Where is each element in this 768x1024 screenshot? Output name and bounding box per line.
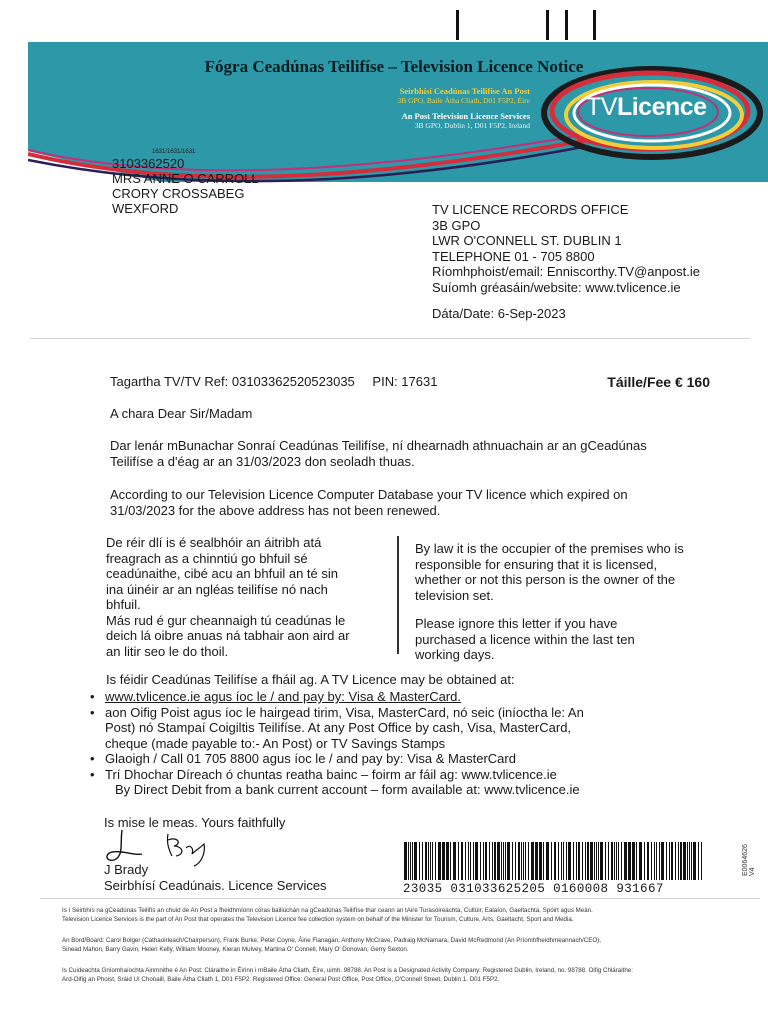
tv-ref: Tagartha TV/TV Ref: 03103362520523035 (110, 374, 355, 389)
list-item (88, 767, 658, 798)
barcode-bar (689, 842, 690, 880)
bullet-text: aon Oifig Poist agus íoc le hairgead tirim, Visa, MasterCard, nó seic (iníoctha le: An (105, 704, 584, 720)
footer-line: Is í Seirbhís na gCeadúnas Teilifís an chuid de An Post a fheidhmíonn córas bailiúchán na gCeadúnas Teilifíse thar ceann an tAire Turasóireachta, Cultúir, Ealaíon, Gaeltachta, Spóirt agus Meán. (62, 907, 593, 914)
barcode-bar (412, 842, 413, 880)
barcode-bar (489, 842, 490, 880)
footer-line: Sinead Mahon, Barry Gavin, Helen Kelly, William Mooney, Kieran Mulvey, Martina O' Connell, Mary O' Donovan, Gerry Sexton. (62, 946, 409, 953)
barcode-bar (512, 842, 513, 880)
barcode-bar (598, 842, 599, 880)
right-column-en-2 (415, 616, 635, 663)
barcode-bar (523, 842, 524, 880)
barcode-bar (528, 842, 529, 880)
header-org-en: An Post Television Licence Services (401, 111, 530, 121)
barcode-bar (507, 842, 510, 880)
barcode-bar (691, 842, 692, 880)
pin: PIN: 17631 (372, 374, 438, 389)
barcode-bar (475, 842, 478, 880)
barcode-bar (693, 842, 696, 880)
divider (30, 338, 750, 339)
barcode-bar (576, 842, 577, 880)
barcode-bar (618, 842, 619, 880)
barcode-bar (428, 842, 429, 880)
header-org-ga-block (365, 86, 530, 106)
barcode-bar (611, 842, 613, 880)
logo-licence: Licence (616, 93, 707, 121)
barcode-bar (435, 842, 436, 880)
barcode-bar (568, 842, 571, 880)
barcode-bar (505, 842, 506, 880)
right-col-line: By law it is the occupier of the premises who is (415, 541, 684, 556)
barcode-bar (438, 842, 441, 880)
barcode-bar (585, 842, 586, 880)
barcode-bar (422, 842, 423, 880)
left-col-line: freagrach as a chinntiú go bhfuil sé (106, 550, 308, 566)
barcode-bar (554, 842, 556, 880)
barcode-bar (639, 842, 642, 880)
left-col-line: Más rud é gur cheannaigh tú ceadúnas le (106, 612, 346, 628)
right-col-line: whether or not this person is the owner of the (415, 572, 676, 587)
barcode-bar (483, 842, 484, 880)
barcode-bar (531, 842, 534, 880)
barcode-bar (632, 842, 635, 880)
tvlicence-logo (586, 93, 707, 122)
barcode-bar (494, 842, 496, 880)
barcode-bar (644, 842, 645, 880)
signatory-dept: Seirbhísí Ceadúnais. Licence Services (104, 878, 327, 893)
barcode-bar (450, 842, 451, 880)
bullet-glyph: • (90, 689, 95, 704)
barcode-bar (561, 842, 562, 880)
bullet-text: Post) nó Stampaí Coigiltis Teilifíse. At any Post Office by cash, Visa, MasterCard, (105, 720, 572, 735)
barcode-bar (470, 842, 471, 880)
barcode-bar (573, 842, 574, 880)
recipient-name: MRS ANNE O CARROLL (112, 171, 259, 186)
column-divider (397, 536, 399, 654)
barcode-bar (647, 842, 649, 880)
barcode-bar (430, 842, 431, 880)
bullet-glyph: • (90, 766, 95, 782)
office-line2: LWR O'CONNELL ST. DUBLIN 1 (432, 233, 622, 249)
bullet-text: By Direct Debit from a bank current account – form available at: www.tvlicence.ie (115, 782, 580, 797)
barcode-bar (594, 842, 595, 880)
list-item (88, 705, 658, 752)
barcode-bar (501, 842, 502, 880)
barcode-bar (539, 842, 542, 880)
right-column-en-1 (415, 541, 684, 603)
barcode-bar (453, 842, 456, 880)
ga-paragraph-line: Dar lenár mBunachar Sonraí Ceadúnas Teilifíse, ní dhearnadh athnuachain ar an gCeadúnas (110, 438, 647, 453)
ga-paragraph (110, 438, 647, 470)
barcode-bar (701, 842, 702, 880)
barcode-bar (480, 842, 481, 880)
right-col-line: Please ignore this letter if you have (415, 616, 618, 631)
footer-line: Ard-Oifig an Phoist, Sráid Uí Chonaill, Baile Átha Cliath 1, D01 F5P2. Registered Office: General Post Office, Post Office, O'Connell Street, Dublin 1. D01 F5P2. (62, 976, 500, 983)
bullet-glyph: • (90, 751, 95, 766)
barcode-bar (698, 842, 699, 880)
barcode-bar (608, 842, 609, 880)
recipient-line2: WEXFORD (112, 201, 179, 216)
signoff-name-block (104, 862, 327, 894)
barcode-bar (678, 842, 679, 880)
reference-row (110, 374, 451, 389)
left-col-line: De réir dlí is é sealbhóir an áitribh atá (106, 535, 322, 550)
barcode-bar (442, 842, 445, 880)
en-paragraph (110, 487, 628, 519)
barcode-bar (465, 842, 466, 880)
barcode-bar (432, 842, 433, 880)
signatory-name: J Brady (104, 862, 149, 877)
header-org-ga: Seirbhísí Ceadúnas Teilifíse An Post (399, 86, 530, 96)
footer-para-3 (62, 966, 722, 984)
barcode-bar (518, 842, 520, 880)
office-line1: 3B GPO (432, 217, 481, 233)
left-col-line: an litir seo le do thoil. (106, 643, 229, 659)
barcode-bar (503, 842, 504, 880)
ga-paragraph-line: Teilifíse a d'éag ar an 31/03/2023 don seoladh thuas. (110, 454, 415, 469)
barcode (404, 842, 704, 880)
barcode-bar (563, 842, 564, 880)
bullet-text: cheque (made payable to:- An Post) or TV Savings Stamps (105, 735, 446, 751)
barcode-bar (624, 842, 627, 880)
barcode-bar (515, 842, 516, 880)
barcode-bar (578, 842, 580, 880)
header-org-en-block (365, 111, 530, 131)
barcode-bar (656, 842, 657, 880)
divider (40, 898, 760, 899)
right-col-line: purchased a licence within the last ten (415, 631, 635, 647)
barcode-bar (669, 842, 670, 880)
barcode-bar (492, 842, 493, 880)
left-col-line: deich lá oibre anuas ná tabhair aon aird ar (106, 628, 350, 643)
barcode-bar (419, 842, 420, 880)
barcode-bar (566, 842, 567, 880)
office-address (432, 202, 700, 296)
barcode-bar (621, 842, 622, 880)
barcode-bar (535, 842, 538, 880)
greeting: A chara Dear Sir/Madam (110, 406, 253, 421)
barcode-bar (587, 842, 589, 880)
barcode-bar (654, 842, 655, 880)
sort-code: 1631/1631/1631 (152, 149, 196, 155)
barcode-number: 23035 031033625205 0160008 931667 (403, 882, 664, 896)
scan-mark (456, 10, 459, 40)
footer-para-2 (62, 936, 722, 954)
footer-line: An Bord/Board: Carol Bolger (Cathaoirleach/Chairperson), Frank Burke, Peter Coyne, Áine Flanagan, Anthony McCrave, Padraig McNamara, David McRedmond (An Príomhfheidhmeannach/CEO), (62, 937, 601, 944)
right-col-line: television set. (415, 587, 494, 603)
obtain-intro: Is féidir Ceadúnas Teilifíse a fháil ag. A TV Licence may be obtained at: (106, 672, 515, 687)
barcode-bar (666, 842, 667, 880)
header-addr-en: 3B GPO, Dublin 1, D01 F5P2, Ireland (414, 121, 530, 130)
barcode-bar (525, 842, 526, 880)
logo-tv: TV (586, 93, 617, 121)
left-col-line: bhfuil. (106, 597, 141, 612)
footer-line: Is Cuideachta Gníomhaíochta Ainmnithe é An Post: Cláraithe in Éirinn i mBaile Átha Cliath, Éire, uimh. 98788. An Post is a Designated Activity Company: Registered Dublin, Ireland, no. 98788. Oifig Chláraithe: (62, 967, 633, 974)
barcode-bar (404, 842, 407, 880)
barcode-bar (582, 842, 583, 880)
barcode-bar (425, 842, 427, 880)
page-title: Fógra Ceadúnas Teilifíse – Television Licence Notice (204, 57, 584, 76)
en-paragraph-line: 31/03/2023 for the above address has not been renewed. (110, 503, 441, 518)
barcode-bar (659, 842, 660, 880)
barcode-bar (616, 842, 617, 880)
en-paragraph-line: According to our Television Licence Computer Database your TV licence which expired on (110, 487, 628, 502)
recipient-line1: CRORY CROSSABEG (112, 186, 245, 201)
barcode-bar (590, 842, 593, 880)
payment-options-list (88, 689, 658, 798)
barcode-bar (468, 842, 469, 880)
barcode-bar (614, 842, 615, 880)
office-email: Ríomhphoist/email: Enniscorthy.TV@anpost.ie (432, 264, 701, 280)
recipient-account: 3103362520 (112, 156, 185, 171)
barcode-bar (605, 842, 606, 880)
barcode-bar (446, 842, 449, 880)
footer-para-1 (62, 906, 722, 924)
left-column-ga (106, 535, 350, 659)
left-col-line: ceadúnaithe, cibé acu an bhfuil an té sin (106, 566, 339, 581)
closing: Is mise le meas. Yours faithfully (104, 815, 286, 830)
barcode-bar (651, 842, 652, 880)
document-code: E0064626 V4 (742, 844, 756, 876)
barcode-bar (497, 842, 500, 880)
right-col-line: working days. (415, 647, 495, 662)
office-name: TV LICENCE RECORDS OFFICE (432, 202, 629, 217)
barcode-bar (408, 842, 409, 880)
barcode-bar (551, 842, 552, 880)
barcode-bar (680, 842, 682, 880)
barcode-bar (543, 842, 544, 880)
scan-mark (593, 10, 596, 40)
barcode-bar (461, 842, 463, 880)
barcode-bar (485, 842, 487, 880)
fee: Táille/Fee € 160 (607, 374, 710, 390)
recipient-address (112, 156, 259, 216)
barcode-bar (521, 842, 522, 880)
barcode-bar (671, 842, 673, 880)
left-col-line: ina úinéir ar an ngléas teilifíse nó nach (106, 581, 328, 597)
letter-date: Dáta/Date: 6-Sep-2023 (432, 306, 566, 321)
barcode-bar (596, 842, 597, 880)
barcode-bar (675, 842, 676, 880)
barcode-bar (628, 842, 631, 880)
scan-mark (565, 10, 568, 40)
list-item (88, 751, 658, 767)
barcode-bar (410, 842, 411, 880)
barcode-bar (458, 842, 459, 880)
office-phone: TELEPHONE 01 - 705 8800 (432, 248, 595, 264)
barcode-bar (473, 842, 474, 880)
list-item (88, 689, 658, 705)
barcode-bar (661, 842, 664, 880)
barcode-bar (687, 842, 688, 880)
header-addr-ga: 3B GPO, Baile Átha Cliath, D01 F5P2, Éire (397, 96, 530, 105)
right-col-line: responsible for ensuring that it is licensed, (415, 556, 658, 572)
bullet-text: Glaoigh / Call 01 705 8800 agus íoc le / and pay by: Visa & MasterCard (105, 751, 516, 766)
bullet-text[interactable]: www.tvlicence.ie agus íoc le / and pay by: Visa & MasterCard. (105, 689, 461, 704)
scan-mark (546, 10, 549, 40)
barcode-bar (558, 842, 559, 880)
barcode-bar (600, 842, 603, 880)
office-website: Suíomh gréasáin/website: www.tvlicence.ie (432, 279, 681, 295)
bullet-glyph: • (90, 704, 95, 720)
barcode-bar (683, 842, 686, 880)
barcode-bar (636, 842, 637, 880)
barcode-bar (414, 842, 417, 880)
footer-line: Television Licence Services is the part of An Post that operates the Television Licence fee collection system on behalf of the Minister for Tourism, Culture, Arts, Gaeltacht, Sport and Media. (62, 916, 574, 923)
barcode-bar (546, 842, 549, 880)
bullet-text: Trí Dhochar Díreach ó chuntas reatha bainc – foirm ar fáil ag: www.tvlicence.ie (105, 766, 557, 782)
